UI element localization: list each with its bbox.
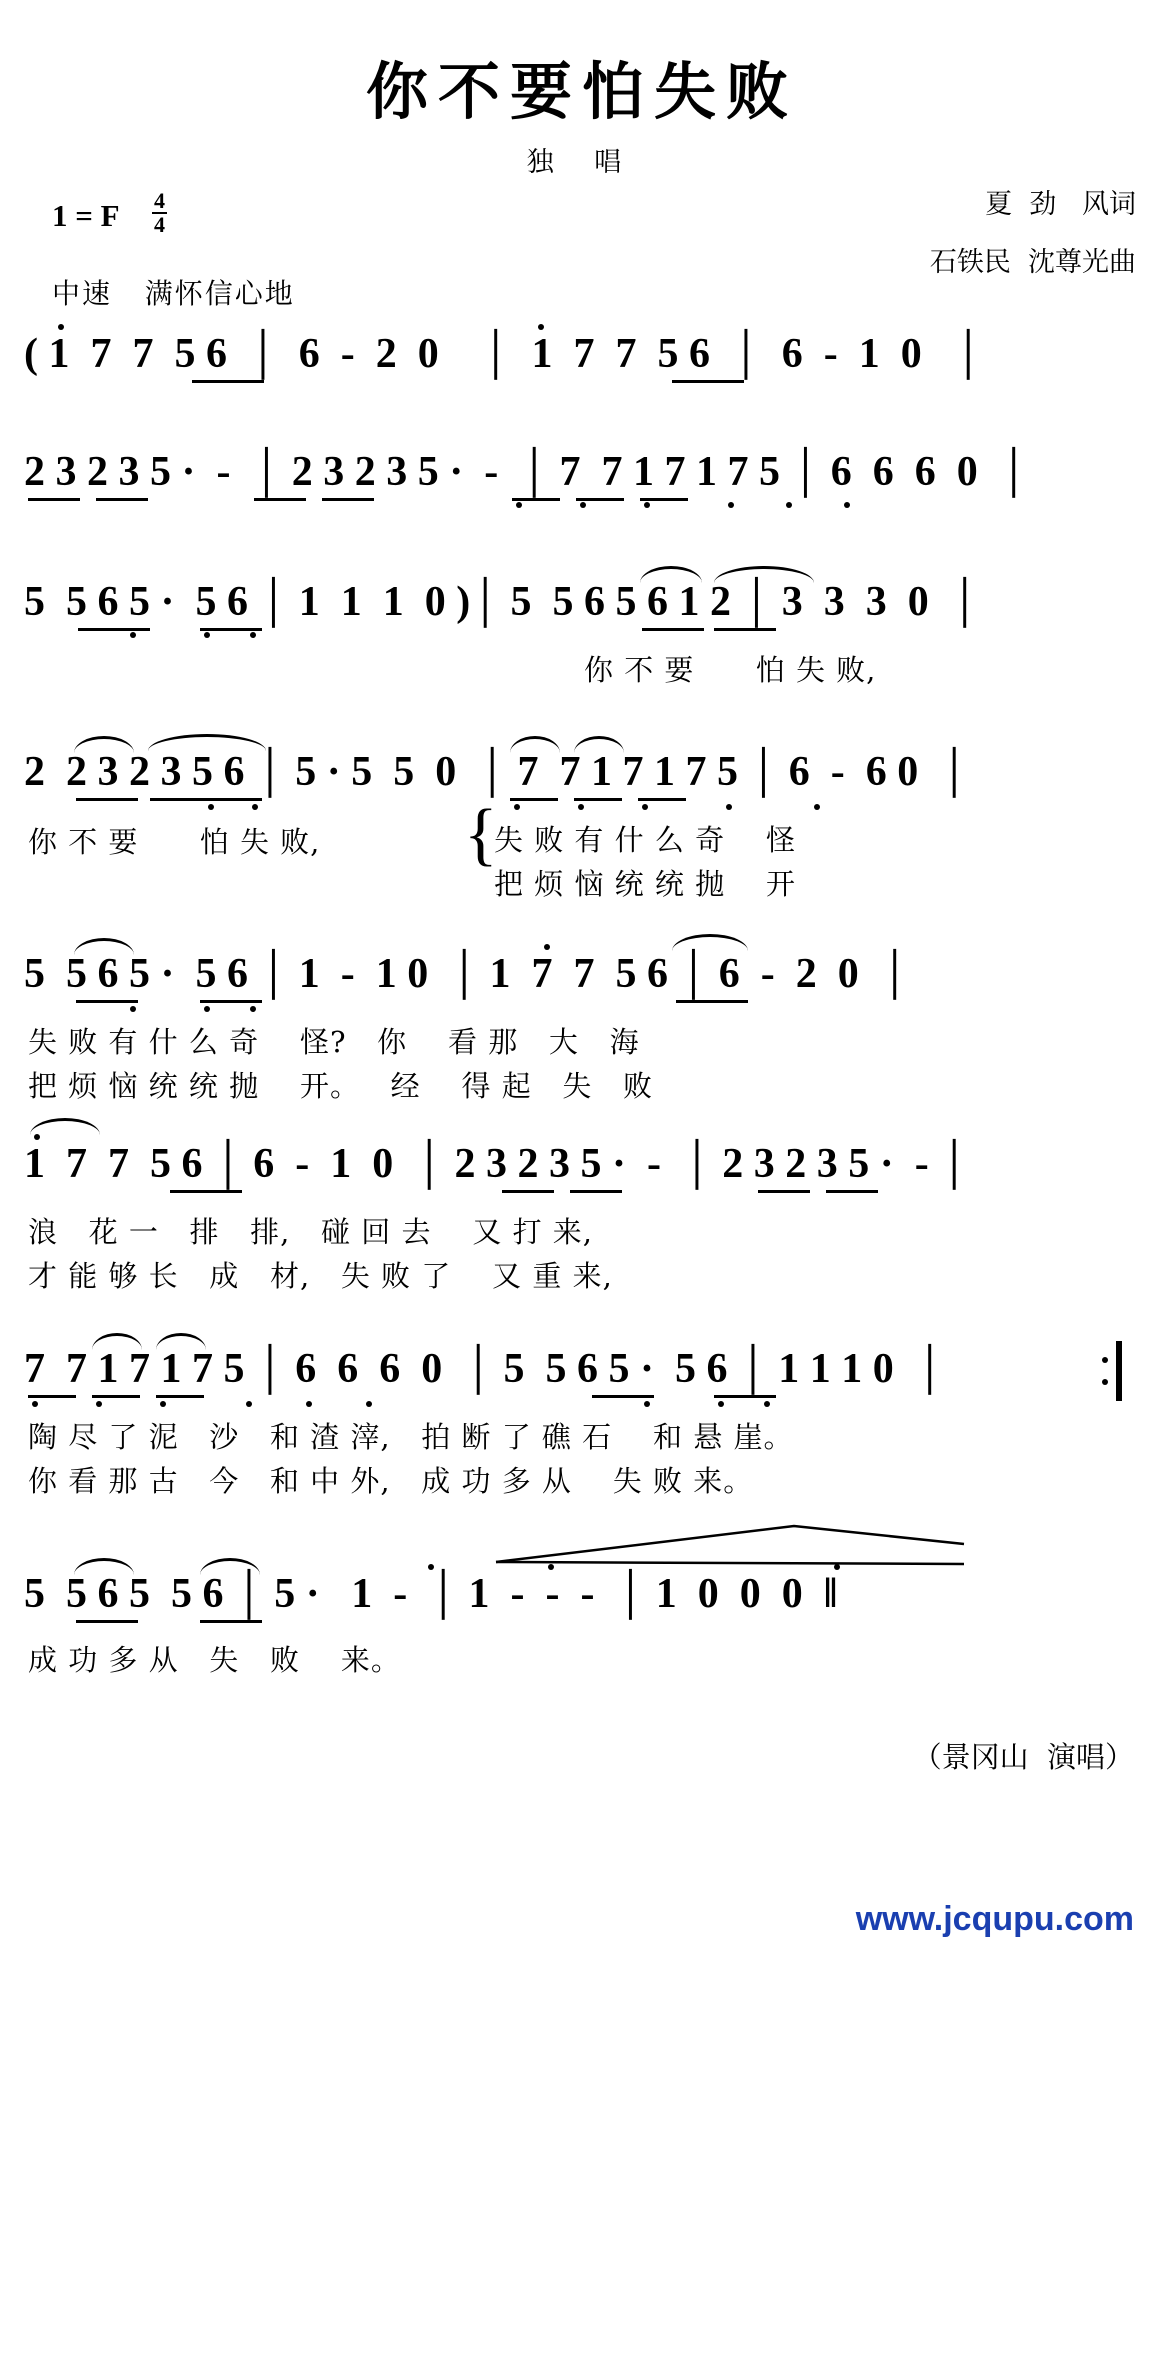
lyric-line: 失 败 有 什 么 奇 怪 bbox=[494, 823, 796, 857]
lyric-line: 成 功 多 从 失 败 来。 bbox=[28, 1643, 401, 1677]
system-1 bbox=[24, 330, 1140, 392]
low-octave-dot-icon bbox=[208, 804, 214, 810]
system-2-notes bbox=[24, 448, 1140, 510]
notes-text: 5 5 6 5 5 6 │ 5 · 1 - │ 1 - - - │ 1 0 0 0 ‖ bbox=[24, 1571, 838, 1617]
lyric-brace-icon: { bbox=[464, 796, 499, 873]
system-1-notes bbox=[24, 330, 1140, 392]
beam-underline bbox=[78, 628, 150, 631]
composer-credit: 石铁民 沈尊光曲 bbox=[929, 247, 1136, 278]
beam-underline bbox=[150, 798, 262, 801]
system-6-notes bbox=[24, 1140, 1140, 1202]
system-8 bbox=[24, 1570, 1140, 1684]
notes-text: 1 7 7 5 6 │ 6 - 1 0 │ 2 3 2 3 5 · - │ 2 3 2 3 5 · - │ bbox=[24, 1141, 969, 1187]
system-4 bbox=[24, 748, 1140, 902]
beam-underline bbox=[638, 798, 686, 801]
notes-text: 2 2 3 2 3 5 6 │ 5 · 5 5 0 │ 7 7 1 7 1 7 5 │ 6 - 6 0 │ bbox=[24, 749, 970, 795]
beam-underline bbox=[758, 1190, 810, 1193]
beam-underline bbox=[76, 798, 138, 801]
beam-underline bbox=[200, 1000, 262, 1003]
beam-underline bbox=[156, 1395, 204, 1398]
lyricist-credit: 夏 劲 风词 bbox=[985, 189, 1136, 220]
low-octave-dot-icon bbox=[764, 1401, 770, 1407]
system-6 bbox=[24, 1140, 1140, 1294]
low-octave-dot-icon bbox=[204, 632, 210, 638]
low-octave-dot-icon bbox=[786, 502, 792, 508]
low-octave-dot-icon bbox=[728, 502, 734, 508]
slur-icon bbox=[92, 1333, 142, 1350]
notes-text: ( 1 7 7 5 6 │ 6 - 2 0 │ 1 7 7 5 6 │ 6 - 1 0 │ bbox=[24, 331, 983, 377]
beam-underline bbox=[714, 1395, 776, 1398]
slur-icon bbox=[672, 934, 748, 951]
slur-icon bbox=[640, 566, 702, 583]
beam-underline bbox=[510, 798, 558, 801]
system-6-lyrics bbox=[24, 1208, 1140, 1294]
beam-underline bbox=[826, 1190, 878, 1193]
octave-dot-icon bbox=[428, 1564, 434, 1570]
page-title: 你不要怕失败 bbox=[365, 55, 798, 128]
beam-underline bbox=[192, 380, 264, 383]
low-octave-dot-icon bbox=[578, 804, 584, 810]
system-2 bbox=[24, 448, 1140, 510]
low-octave-dot-icon bbox=[250, 632, 256, 638]
low-octave-dot-icon bbox=[250, 1006, 256, 1012]
low-octave-dot-icon bbox=[366, 1401, 372, 1407]
beam-underline bbox=[676, 1000, 748, 1003]
beam-underline bbox=[92, 1395, 140, 1398]
beam-underline bbox=[640, 498, 688, 501]
low-octave-dot-icon bbox=[130, 632, 136, 638]
lyric-line: 你 不 要 怕 失 败, bbox=[28, 825, 321, 859]
system-7 bbox=[24, 1345, 1140, 1499]
lyric-line: 才 能 够 长 成 材, 失 败 了 又 重 来, bbox=[28, 1259, 613, 1293]
slur-icon bbox=[714, 566, 814, 583]
slur-icon bbox=[200, 1558, 260, 1575]
system-3-lyrics bbox=[24, 648, 1140, 694]
slur-icon bbox=[156, 1333, 206, 1350]
beam-underline bbox=[254, 498, 306, 501]
low-octave-dot-icon bbox=[580, 502, 586, 508]
system-8-notes bbox=[24, 1570, 1140, 1632]
time-signature bbox=[152, 190, 167, 236]
octave-dot-icon bbox=[834, 1564, 840, 1570]
low-octave-dot-icon bbox=[516, 502, 522, 508]
low-octave-dot-icon bbox=[814, 804, 820, 810]
low-octave-dot-icon bbox=[246, 1401, 252, 1407]
low-octave-dot-icon bbox=[642, 804, 648, 810]
beam-underline bbox=[28, 498, 80, 501]
low-octave-dot-icon bbox=[32, 1401, 38, 1407]
system-3 bbox=[24, 578, 1140, 694]
beam-underline bbox=[76, 1620, 138, 1623]
low-octave-dot-icon bbox=[844, 502, 850, 508]
system-5-lyrics bbox=[24, 1018, 1140, 1104]
lyric-line: 失 败 有 什 么 奇 怪? 你 看 那 大 海 bbox=[28, 1025, 640, 1059]
beam-underline bbox=[714, 628, 776, 631]
system-7-lyrics bbox=[24, 1413, 1140, 1499]
slur-icon bbox=[510, 736, 560, 753]
beam-underline bbox=[502, 1190, 554, 1193]
beam-underline bbox=[592, 1395, 654, 1398]
system-4-notes bbox=[24, 748, 1140, 810]
low-octave-dot-icon bbox=[514, 804, 520, 810]
slur-icon bbox=[574, 736, 624, 753]
time-signature-numerator: 4 bbox=[154, 188, 165, 213]
low-octave-dot-icon bbox=[644, 502, 650, 508]
key-signature: 1 = F bbox=[52, 198, 120, 233]
low-octave-dot-icon bbox=[204, 1006, 210, 1012]
low-octave-dot-icon bbox=[726, 804, 732, 810]
octave-dot-icon bbox=[548, 1564, 554, 1570]
system-4-lyrics bbox=[24, 796, 1140, 902]
low-octave-dot-icon bbox=[718, 1401, 724, 1407]
notes-text: 5 5 6 5 · 5 6 │ 1 - 1 0 │ 1 7 7 5 6 │ 6 - 2 0 │ bbox=[24, 951, 910, 997]
beam-underline bbox=[76, 1000, 138, 1003]
beam-underline bbox=[576, 498, 624, 501]
system-7-notes bbox=[24, 1345, 1140, 1407]
low-octave-dot-icon bbox=[160, 1401, 166, 1407]
notes-text: 2 3 2 3 5 · - │ 2 3 2 3 5 · - │ 7 7 1 7 1 7 5 │ 6 6 6 0 │ bbox=[24, 449, 1029, 495]
beam-underline bbox=[512, 498, 560, 501]
lyric-line: 陶 尽 了 泥 沙 和 渣 滓, 拍 断 了 礁 石 和 悬 崖。 bbox=[28, 1420, 794, 1454]
system-5-notes bbox=[24, 950, 1140, 1012]
octave-dot-icon bbox=[544, 944, 550, 950]
low-octave-dot-icon bbox=[96, 1401, 102, 1407]
system-8-lyrics bbox=[24, 1638, 1140, 1684]
repeat-dot-icon bbox=[1102, 1379, 1108, 1385]
beam-underline bbox=[170, 1190, 242, 1193]
beam-underline bbox=[574, 798, 622, 801]
website-watermark: www.jcqupu.com bbox=[855, 1900, 1134, 1938]
lyric-line: 浪 花 一 排 排, 碰 回 去 又 打 来, bbox=[28, 1215, 594, 1249]
slur-icon bbox=[148, 734, 266, 751]
beam-underline bbox=[570, 1190, 622, 1193]
lyric-line: 把 烦 恼 统 统 抛 开。 经 得 起 失 败 bbox=[28, 1069, 654, 1103]
beam-underline bbox=[672, 380, 744, 383]
lyric-line: 你 看 那 古 今 和 中 外, 成 功 多 从 失 败 来。 bbox=[28, 1464, 754, 1498]
low-octave-dot-icon bbox=[644, 1401, 650, 1407]
beam-underline bbox=[642, 628, 704, 631]
hairpin-dynamics-icon bbox=[494, 1520, 994, 1570]
beam-underline bbox=[28, 1395, 76, 1398]
low-octave-dot-icon bbox=[252, 804, 258, 810]
low-octave-dot-icon bbox=[306, 1401, 312, 1407]
beam-underline bbox=[200, 1620, 262, 1623]
low-octave-dot-icon bbox=[130, 1006, 136, 1012]
tempo-marking: 中速 满怀信心地 bbox=[52, 277, 295, 310]
page-subtitle: 独 唱 bbox=[526, 147, 638, 178]
beam-underline bbox=[200, 628, 262, 631]
system-3-notes bbox=[24, 578, 1140, 640]
time-signature-denominator: 4 bbox=[154, 212, 165, 237]
beam-underline bbox=[96, 498, 148, 501]
beam-underline bbox=[322, 498, 374, 501]
lyric-line: 你 不 要 怕 失 败, bbox=[584, 653, 877, 687]
repeat-barline bbox=[1116, 1341, 1122, 1401]
notes-text: 5 5 6 5 · 5 6 │ 1 1 1 0 )│ 5 5 6 5 6 1 2 │ 3 3 3 0 │ bbox=[24, 579, 980, 625]
octave-dot-icon bbox=[538, 324, 544, 330]
octave-dot-icon bbox=[58, 324, 64, 330]
repeat-dot-icon bbox=[1102, 1357, 1108, 1363]
notes-text: 7 7 1 7 1 7 5 │ 6 6 6 0 │ 5 5 6 5 · 5 6 │ 1 1 1 0 │ bbox=[24, 1346, 945, 1392]
system-5 bbox=[24, 950, 1140, 1104]
lyric-line: 把 烦 恼 统 统 抛 开 bbox=[494, 867, 796, 901]
performer-credit: （景冈山 演唱） bbox=[912, 1740, 1134, 1774]
